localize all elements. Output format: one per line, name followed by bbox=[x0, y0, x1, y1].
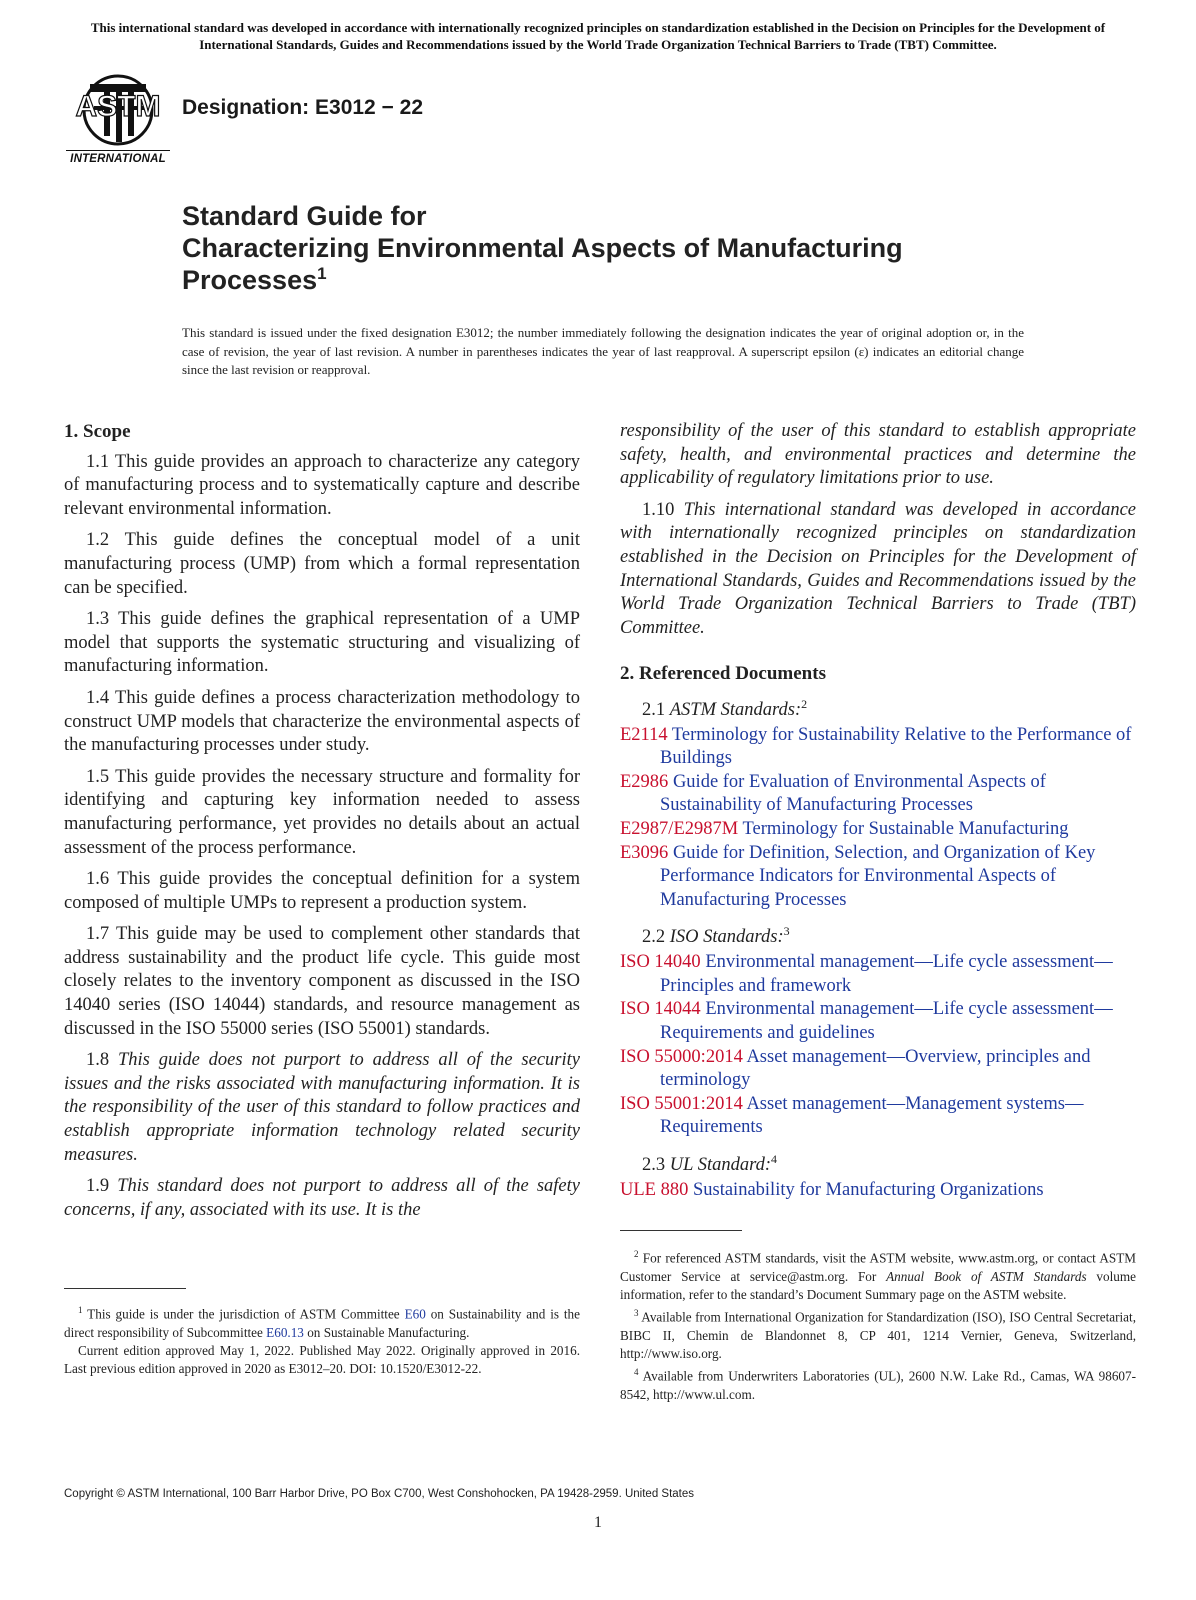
reference-title[interactable]: Terminology for Sustainable Manufacturing bbox=[742, 819, 1069, 840]
paragraph-text: This guide defines the graphical representation of a UMP model that supports the systematic structuring and visualizing of manufacturing information. bbox=[64, 609, 580, 677]
reference-title[interactable]: Sustainability for Manufacturing Organizations bbox=[692, 1179, 1044, 1200]
document-title bbox=[182, 200, 1082, 296]
astm-logo-mark bbox=[66, 70, 170, 150]
footnote-text: on Sustainability and is the direct responsibility of Subcommittee bbox=[64, 1306, 580, 1340]
issue-note: This standard is issued under the fixed designation E3012; the number immediately following the designation indicates the year of original adoption or, in the case of revision, the year of last revision. A number in parentheses indicates the year of last reapproval. A superscript epsilon (ε) indicates an editorial change since the last revision or reapproval. bbox=[182, 325, 1024, 377]
iso-standards-group bbox=[620, 920, 1136, 1140]
subsection-number: 2.3 bbox=[642, 1155, 666, 1176]
scope-paragraph bbox=[64, 608, 580, 679]
subsection-number: 2.2 bbox=[642, 927, 666, 948]
footnote-text: on Sustainable Manufacturing. bbox=[303, 1324, 470, 1340]
scope-paragraph bbox=[64, 529, 580, 600]
scope-paragraph bbox=[64, 687, 580, 758]
astm-logo bbox=[66, 70, 170, 168]
paragraph-text: This guide provides the necessary structure and formality for identifying and capturing key information needed to assess manufacturing performance, yet provides no details about an actual assessment of the process performance. bbox=[64, 766, 580, 858]
logo-subtext: INTERNATIONAL bbox=[66, 150, 170, 165]
paragraph-number: 1.4 bbox=[86, 687, 110, 708]
scope-paragraph-continuation: responsibility of the user of this standard to establish appropriate safety, health, and environmental practices and determine the applicability of regulatory limitations prior to use. bbox=[620, 421, 1136, 489]
footnote-text: Annual Book of ASTM Standards bbox=[886, 1268, 1087, 1284]
scope-paragraph bbox=[64, 923, 580, 1041]
left-column bbox=[64, 420, 580, 1230]
scope-paragraph bbox=[620, 499, 1136, 641]
reference-title[interactable]: Asset management—Management systems—Requirements bbox=[660, 1093, 1084, 1138]
reference-title[interactable]: Guide for Definition, Selection, and Organization of Key Performance Indicators for Environmental Aspects of Manufacturing Processes bbox=[660, 842, 1096, 910]
title-line-3 bbox=[182, 264, 1082, 296]
footnote-mark: 1 bbox=[78, 1305, 83, 1315]
footnote-text: volume information, refer to the standard’s Document Summary page on the ASTM website. bbox=[620, 1268, 1136, 1302]
paragraph-text: This guide provides an approach to characterize any category of manufacturing process and to systematically capture and describe relevant environmental information. bbox=[64, 451, 580, 519]
reference-title[interactable]: Guide for Evaluation of Environmental Aspects of Sustainability of Manufacturing Processes bbox=[660, 771, 1046, 816]
reference-code[interactable]: ISO 14044 bbox=[620, 999, 701, 1020]
scope-paragraph bbox=[64, 1175, 580, 1222]
reference-item[interactable] bbox=[620, 1046, 1136, 1093]
subsection-label: ISO Standards: bbox=[669, 927, 784, 948]
paragraph-text: This international standard was developed in accordance with internationally recognized principles on standardization established in the Decision on Principles for the Development of International Standards, Guides and Recommendations issued by the World Trade Organization Technical Barriers to Trade (TBT) Committee. bbox=[620, 499, 1136, 638]
paragraph-number: 1.1 bbox=[86, 451, 110, 472]
reference-code[interactable]: ISO 55001:2014 bbox=[620, 1093, 743, 1114]
scope-paragraph bbox=[64, 1049, 580, 1167]
section-heading-scope: 1. Scope bbox=[64, 421, 131, 442]
reference-code[interactable]: ISO 55000:2014 bbox=[620, 1046, 743, 1067]
subsection-heading bbox=[620, 1148, 1136, 1178]
reference-item[interactable] bbox=[620, 818, 1136, 842]
footnote-mark: 4 bbox=[771, 1151, 778, 1166]
footnote-mark: 4 bbox=[634, 1367, 639, 1377]
reference-item[interactable] bbox=[620, 998, 1136, 1045]
page-number: 1 bbox=[594, 1514, 602, 1531]
reference-code[interactable]: ULE 880 bbox=[620, 1179, 689, 1200]
paragraph-number: 1.2 bbox=[86, 530, 110, 551]
paragraph-number: 1.3 bbox=[86, 609, 110, 630]
paragraph-text: This guide may be used to complement other standards that address sustainability and the product life cycle. This guide most closely relates to the inventory component as discussed in the ISO 14040 series (ISO 14044) standards, and resource management as discussed in the ISO 55000 series (ISO 55001) standards. bbox=[64, 924, 580, 1039]
scope-paragraph bbox=[64, 451, 580, 522]
footnote-divider bbox=[620, 1230, 742, 1231]
reference-code[interactable]: E2987/E2987M bbox=[620, 819, 739, 840]
subsection-heading bbox=[620, 920, 1136, 950]
footnotes-left bbox=[64, 1288, 580, 1378]
subcommittee-link[interactable]: E60.13 bbox=[266, 1324, 304, 1340]
right-column bbox=[620, 420, 1136, 1210]
footnote-1 bbox=[64, 1301, 580, 1342]
reference-item[interactable] bbox=[620, 724, 1136, 771]
footnote-3 bbox=[620, 1304, 1136, 1363]
reference-title[interactable]: Environmental management—Life cycle assessment—Principles and framework bbox=[660, 952, 1113, 996]
subsection-label: ASTM Standards: bbox=[669, 700, 802, 721]
reference-item[interactable] bbox=[620, 1179, 1136, 1203]
paragraph-text: This standard does not purport to address all of the safety concerns, if any, associated with its use. It is the bbox=[64, 1176, 580, 1220]
paragraph-number: 1.7 bbox=[86, 924, 110, 945]
scope-paragraph bbox=[64, 868, 580, 915]
footnote-4 bbox=[620, 1363, 1136, 1404]
subsection-number: 2.1 bbox=[642, 700, 666, 721]
reference-title[interactable]: Environmental management—Life cycle assessment—Requirements and guidelines bbox=[660, 999, 1113, 1043]
paragraph-text: This guide provides the conceptual definition for a system composed of multiple UMPs to represent a production system. bbox=[64, 869, 580, 913]
paragraph-text: This guide defines the conceptual model of a unit manufacturing process (UMP) from which a formal representation can be specified. bbox=[64, 530, 580, 598]
footnote-2 bbox=[620, 1245, 1136, 1304]
footnote-mark: 2 bbox=[634, 1249, 639, 1259]
reference-title[interactable]: Terminology for Sustainability Relative to the Performance of Buildings bbox=[660, 724, 1132, 769]
reference-item[interactable] bbox=[620, 842, 1136, 913]
paragraph-number: 1.5 bbox=[86, 766, 110, 787]
paragraph-number: 1.6 bbox=[86, 869, 110, 890]
title-line-1: Standard Guide for bbox=[182, 201, 427, 231]
footnote-text: For referenced ASTM standards, visit the ASTM website, www.astm.org, or contact ASTM Customer Service at service@astm.org. For bbox=[620, 1250, 1137, 1284]
subsection-label: UL Standard: bbox=[669, 1155, 772, 1176]
footnotes-right bbox=[620, 1230, 1136, 1404]
title-footnote-mark: 1 bbox=[317, 264, 327, 283]
paragraph-number: 1.8 bbox=[86, 1050, 110, 1071]
footnote-text: This guide is under the jurisdiction of ASTM Committee bbox=[87, 1306, 405, 1322]
committee-link[interactable]: E60 bbox=[404, 1306, 426, 1322]
footnote-divider bbox=[64, 1288, 186, 1289]
section-heading-referenced-documents: 2. Referenced Documents bbox=[620, 663, 826, 685]
paragraph-text: This guide does not purport to address all of the security issues and the risks associated with manufacturing information. It is the responsibility of the user of this standard to follow practices and establish appropriate information technology related security measures. bbox=[64, 1050, 580, 1165]
footnote-mark: 3 bbox=[783, 924, 790, 939]
reference-item[interactable] bbox=[620, 1093, 1136, 1140]
scope-paragraph bbox=[64, 766, 580, 860]
copyright: Copyright © ASTM International, 100 Barr Harbor Drive, PO Box C700, West Conshohocken, PA 19428-2959. United States bbox=[64, 1488, 695, 1500]
reference-item[interactable] bbox=[620, 951, 1136, 998]
reference-code[interactable]: E3096 bbox=[620, 842, 669, 863]
footnote-text: Available from Underwriters Laboratories (UL), 2600 N.W. Lake Rd., Camas, WA 98607-8542, http://www.ul.com. bbox=[620, 1368, 1136, 1402]
reference-code[interactable]: E2114 bbox=[620, 724, 668, 745]
title-line-3-text: Processes bbox=[182, 265, 318, 295]
footnote-mark: 3 bbox=[634, 1308, 639, 1318]
title-line-2: Characterizing Environmental Aspects of Manufacturing bbox=[182, 233, 903, 263]
reference-item[interactable] bbox=[620, 771, 1136, 818]
reference-code[interactable]: E2986 bbox=[620, 771, 669, 792]
footnote-mark: 2 bbox=[801, 696, 808, 711]
paragraph-number: 1.9 bbox=[86, 1176, 110, 1197]
paragraph-text: This guide defines a process characterization methodology to construct UMP models that characterize the environmental aspects of the manufacturing processes under study. bbox=[64, 687, 580, 756]
designation: Designation: E3012 − 22 bbox=[182, 96, 424, 119]
logo-wordmark: ASTM bbox=[75, 90, 161, 123]
reference-title[interactable]: Asset management—Overview, principles and terminology bbox=[660, 1046, 1091, 1091]
reference-code[interactable]: ISO 14040 bbox=[620, 952, 701, 973]
footnote-1-edition: Current edition approved May 1, 2022. Published May 2022. Originally approved in 2016. Last previous edition approved in 2020 as E3012–20. DOI: 10.1520/E3012-22. bbox=[64, 1342, 580, 1376]
paragraph-number: 1.10 bbox=[642, 499, 675, 520]
astm-standards-group bbox=[620, 693, 1136, 913]
ul-standard-group bbox=[620, 1148, 1136, 1202]
standardization-notice: This international standard was developed in accordance with internationally recognized principles on standardization established in the Decision on Principles for the Development of International Standards, Guides and Recommendations issued by the World Trade Organization Technical Barriers to Trade (TBT) Committee. bbox=[90, 20, 1106, 52]
footnote-text: Available from International Organization for Standardization (ISO), ISO Central Secretariat, BIBC II, Chemin de Blandonnet 8, CP 401, 1214 Vernier, Geneva, Switzerland, http://www.iso.org. bbox=[620, 1309, 1136, 1361]
subsection-heading bbox=[620, 693, 1136, 723]
